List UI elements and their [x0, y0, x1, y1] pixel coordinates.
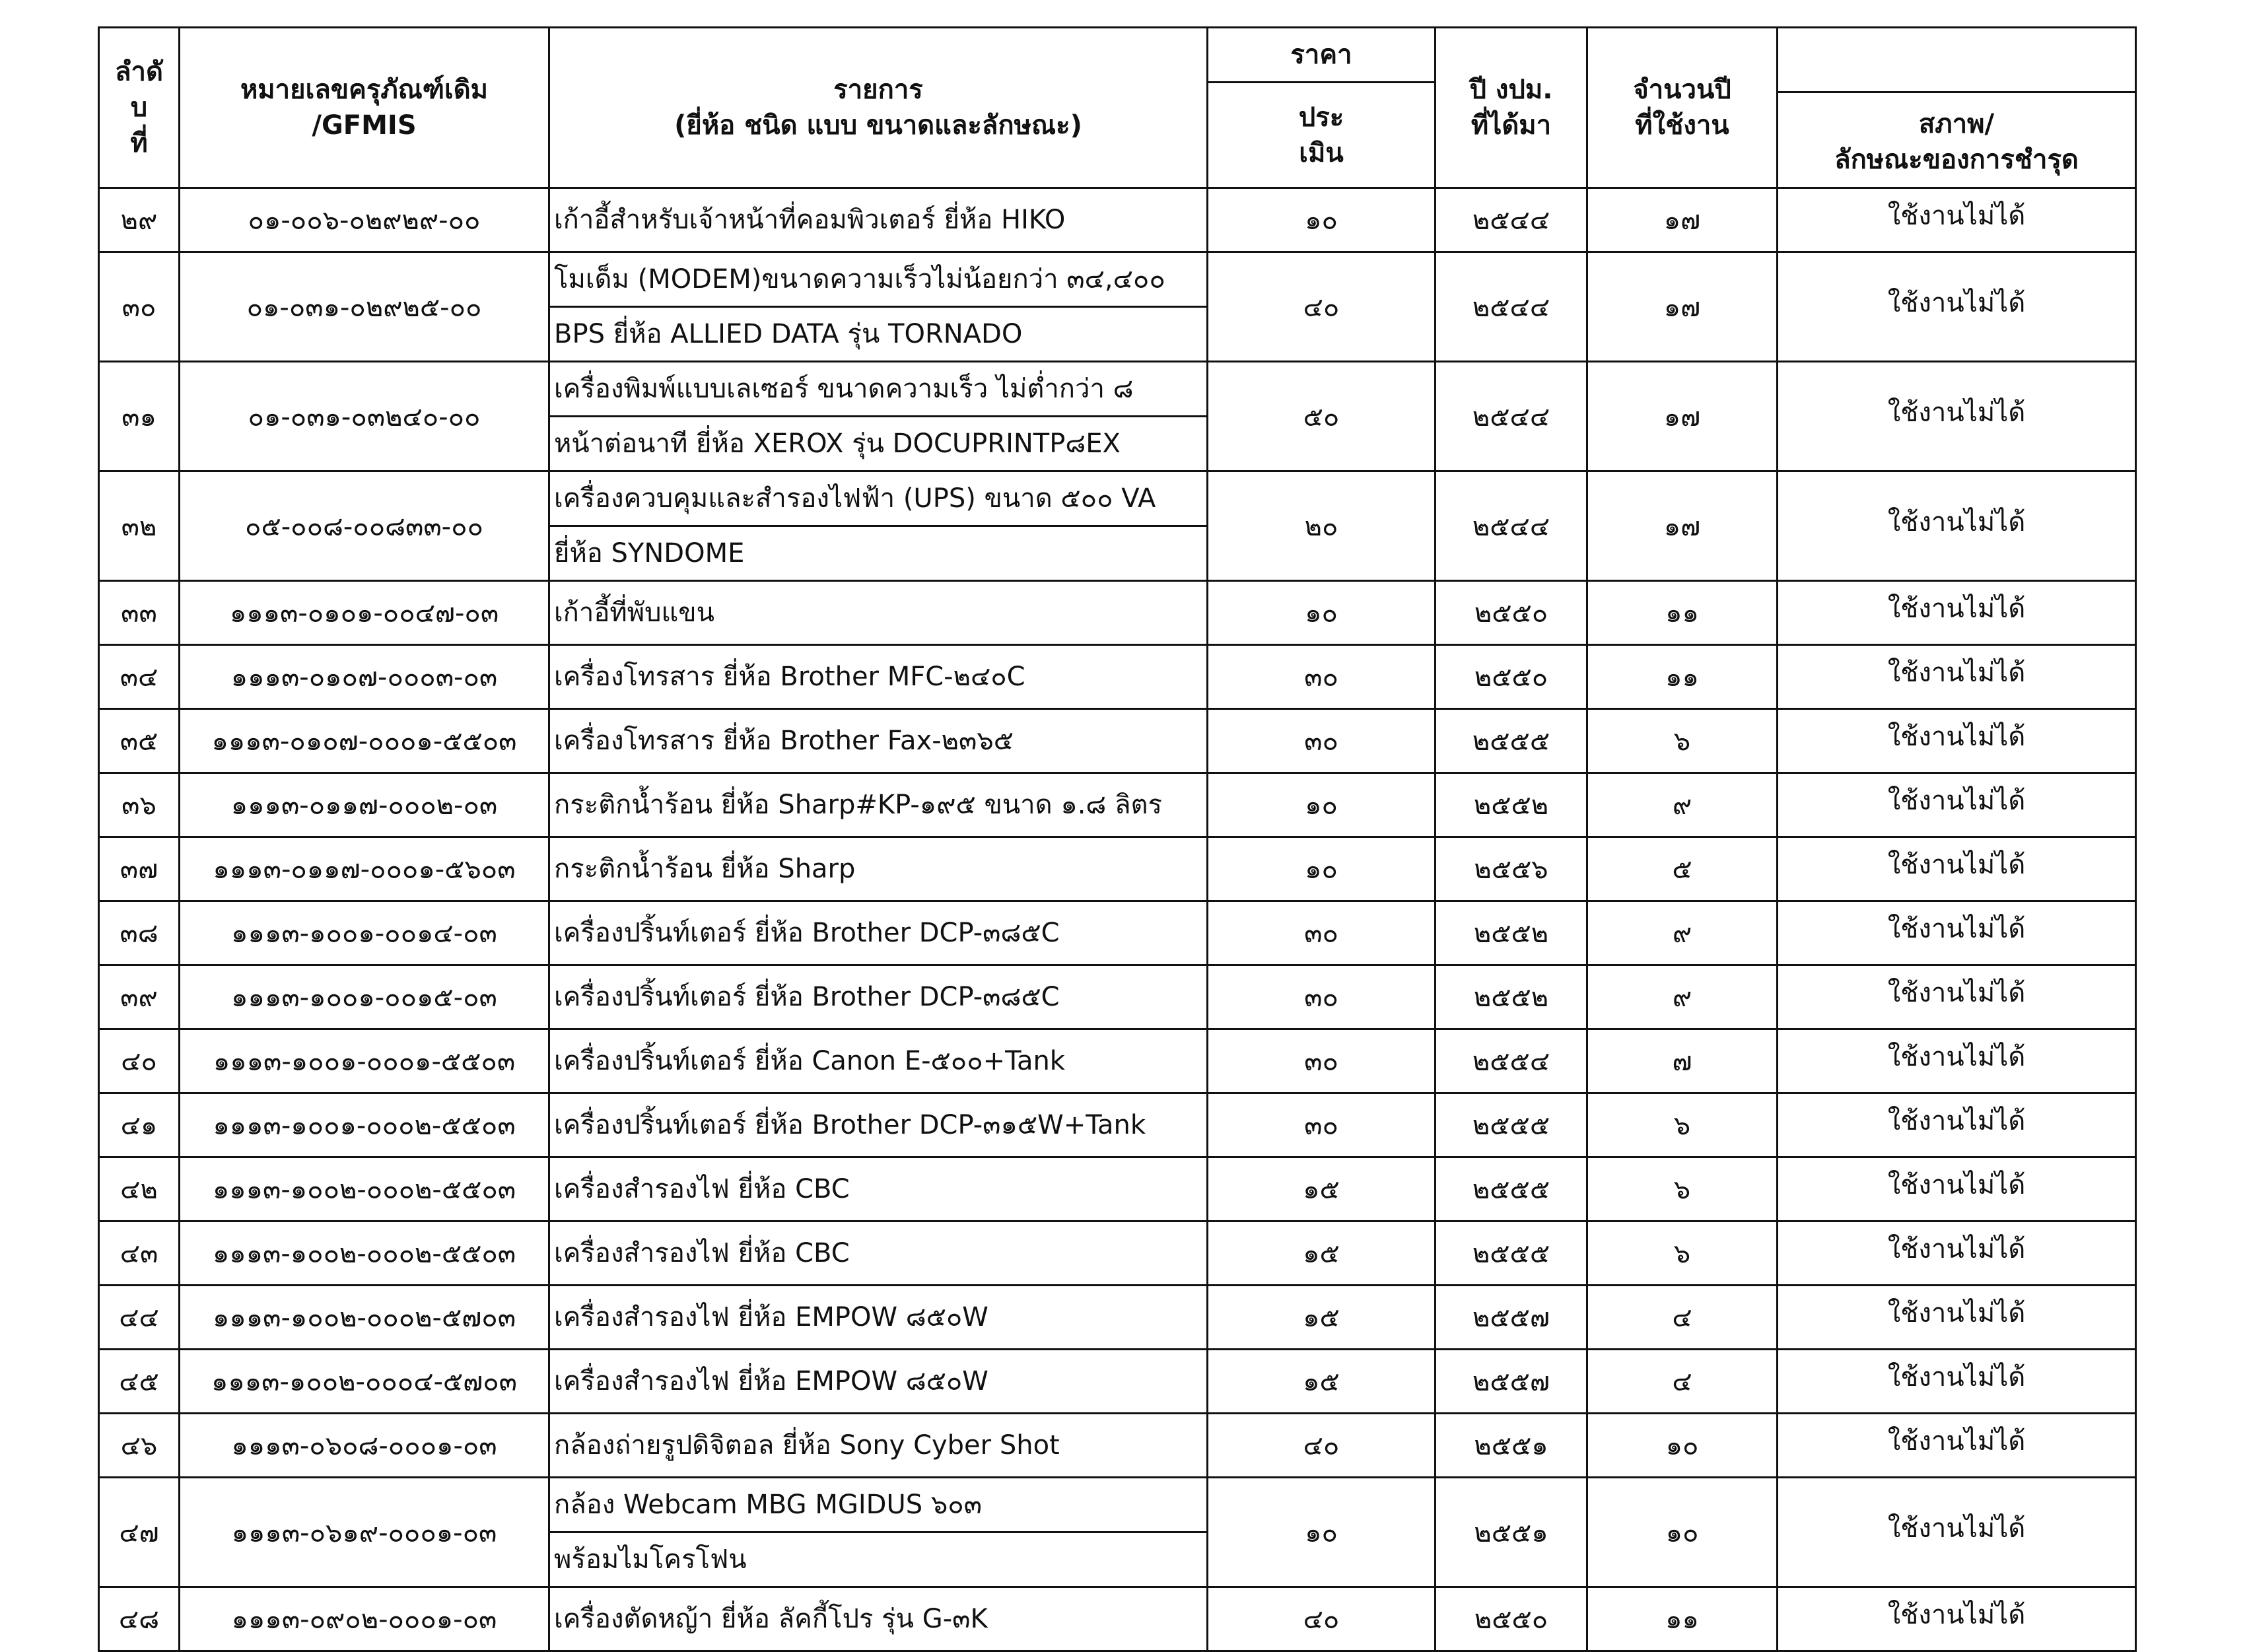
- table-row: [99, 773, 2136, 837]
- header-year-line-2: ที่ได้มา: [1470, 110, 1552, 141]
- asset-code: ๑๑๑๓-๑๐๐๒-๐๐๐๒-๕๕๐๓: [180, 1222, 549, 1286]
- appraised-price: ๔๐: [1208, 252, 1436, 362]
- acquired-fiscal-year: ๒๕๕๐: [1436, 581, 1587, 645]
- asset-code: ๑๑๑๓-๑๐๐๑-๐๐๐๒-๕๕๐๓: [180, 1093, 549, 1157]
- condition-status: ใช้งานไม่ได้: [1778, 1350, 2136, 1414]
- row-number: ๔๔: [99, 1286, 180, 1350]
- row-number: ๓๕: [99, 709, 180, 773]
- header-year-line-1: ปี งปม.: [1469, 75, 1553, 105]
- acquired-fiscal-year: ๒๕๔๔: [1436, 362, 1587, 471]
- appraised-price: ๓๐: [1208, 901, 1436, 965]
- appraised-price: ๓๐: [1208, 709, 1436, 773]
- acquired-fiscal-year: ๒๕๕๗: [1436, 1286, 1587, 1350]
- description-line: เครื่องปริ้นท์เตอร์ ยี่ห้อ Brother DCP-๓๑๕W+Tank: [554, 1110, 1146, 1140]
- header-code: [180, 28, 549, 188]
- description-line: BPS ยี่ห้อ ALLIED DATA รุ่น TORNADO: [550, 306, 1206, 361]
- years-in-use: ๖: [1587, 1093, 1778, 1157]
- acquired-fiscal-year: ๒๕๕๖: [1436, 837, 1587, 901]
- item-description: [549, 1587, 1208, 1651]
- acquired-fiscal-year: ๒๕๔๔: [1436, 188, 1587, 252]
- table-row: [99, 1350, 2136, 1414]
- header-price-top: ราคา: [1208, 28, 1436, 83]
- item-description: [549, 1414, 1208, 1478]
- description-line: เก้าอี้สำหรับเจ้าหน้าที่คอมพิวเตอร์ ยี่ห้อ HIKO: [554, 205, 1066, 235]
- condition-status: ใช้งานไม่ได้: [1778, 188, 2136, 252]
- appraised-price: ๓๐: [1208, 1093, 1436, 1157]
- table-row: [99, 188, 2136, 252]
- appraised-price: ๕๐: [1208, 362, 1436, 471]
- acquired-fiscal-year: ๒๕๕๑: [1436, 1478, 1587, 1587]
- table-row: [99, 1157, 2136, 1222]
- years-in-use: ๑๗: [1587, 471, 1778, 581]
- appraised-price: ๒๐: [1208, 471, 1436, 581]
- header-code-line-2: /GFMIS: [312, 110, 417, 141]
- header-price-line-2: เมิน: [1299, 137, 1344, 168]
- description-line: เครื่องสำรองไฟ ยี่ห้อ EMPOW ๘๕๐W: [554, 1366, 988, 1396]
- condition-status: ใช้งานไม่ได้: [1778, 1286, 2136, 1350]
- asset-code: ๑๑๑๓-๑๐๐๒-๐๐๐๔-๕๗๐๓: [180, 1350, 549, 1414]
- row-number: ๔๘: [99, 1587, 180, 1651]
- years-in-use: ๖: [1587, 1157, 1778, 1222]
- condition-status: ใช้งานไม่ได้: [1778, 837, 2136, 901]
- appraised-price: ๑๕: [1208, 1286, 1436, 1350]
- description-line: เครื่องปริ้นท์เตอร์ ยี่ห้อ Canon E-๕๐๐+Tank: [554, 1046, 1065, 1076]
- appraised-price: ๑๐: [1208, 581, 1436, 645]
- row-number: ๔๒: [99, 1157, 180, 1222]
- acquired-fiscal-year: ๒๕๕๐: [1436, 1587, 1587, 1651]
- description-line: โมเด็ม (MODEM)ขนาดความเร็วไม่น้อยกว่า ๓๔,๔๐๐: [554, 264, 1165, 294]
- header-status: [1778, 28, 2136, 188]
- years-in-use: ๑๑: [1587, 1587, 1778, 1651]
- item-description: [549, 1029, 1208, 1093]
- row-number: ๓๓: [99, 581, 180, 645]
- condition-status: ใช้งานไม่ได้: [1778, 901, 2136, 965]
- asset-code: ๑๑๑๓-๐๙๐๒-๐๐๐๑-๐๓: [180, 1587, 549, 1651]
- description-line: เครื่องปริ้นท์เตอร์ ยี่ห้อ Brother DCP-๓๘๕C: [554, 918, 1060, 948]
- appraised-price: ๑๕: [1208, 1350, 1436, 1414]
- years-in-use: ๑๐: [1587, 1478, 1778, 1587]
- asset-code: ๑๑๑๓-๑๐๐๒-๐๐๐๒-๕๗๐๓: [180, 1286, 549, 1350]
- years-in-use: ๙: [1587, 773, 1778, 837]
- acquired-fiscal-year: ๒๕๕๕: [1436, 1093, 1587, 1157]
- condition-status: ใช้งานไม่ได้: [1778, 773, 2136, 837]
- condition-status: ใช้งานไม่ได้: [1778, 471, 2136, 581]
- table-row: [99, 645, 2136, 709]
- header-status-line-2: ลักษณะของการชำรุด: [1834, 144, 2079, 175]
- acquired-fiscal-year: ๒๕๕๔: [1436, 1029, 1587, 1093]
- row-number: ๓๗: [99, 837, 180, 901]
- item-description: [549, 471, 1208, 581]
- years-in-use: ๑๗: [1587, 362, 1778, 471]
- header-no-line-1: ลำดั: [115, 57, 163, 87]
- table-header: [99, 28, 2136, 188]
- years-in-use: ๑๑: [1587, 581, 1778, 645]
- asset-code: ๐๕-๐๐๘-๐๐๘๓๓-๐๐: [180, 471, 549, 581]
- condition-status: ใช้งานไม่ได้: [1778, 1414, 2136, 1478]
- row-number: ๒๙: [99, 188, 180, 252]
- appraised-price: ๓๐: [1208, 1029, 1436, 1093]
- header-desc-line-1: รายการ: [833, 75, 923, 105]
- appraised-price: ๑๐: [1208, 773, 1436, 837]
- description-line: กระติกน้ำร้อน ยี่ห้อ Sharp#KP-๑๙๕ ขนาด ๑.๘ ลิตร: [554, 790, 1162, 820]
- description-line: เครื่องสำรองไฟ ยี่ห้อ EMPOW ๘๕๐W: [554, 1302, 988, 1332]
- item-description: [549, 1222, 1208, 1286]
- item-description: [549, 1350, 1208, 1414]
- header-description: [549, 28, 1208, 188]
- item-description: [549, 1157, 1208, 1222]
- item-description: [549, 1286, 1208, 1350]
- description-line: เครื่องโทรสาร ยี่ห้อ Brother Fax-๒๓๖๕: [554, 726, 1014, 756]
- row-number: ๓๔: [99, 645, 180, 709]
- description-line: เครื่องควบคุมและสำรองไฟฟ้า (UPS) ขนาด ๕๐๐ VA: [554, 483, 1156, 514]
- row-number: ๔๐: [99, 1029, 180, 1093]
- condition-status: ใช้งานไม่ได้: [1778, 581, 2136, 645]
- appraised-price: ๑๐: [1208, 837, 1436, 901]
- acquired-fiscal-year: ๒๕๕๒: [1436, 773, 1587, 837]
- header-age-line-2: ที่ใช้งาน: [1635, 110, 1729, 141]
- item-description: [549, 581, 1208, 645]
- table-row: [99, 1222, 2136, 1286]
- asset-code: ๑๑๑๓-๐๑๐๗-๐๐๐๓-๐๓: [180, 645, 549, 709]
- acquired-fiscal-year: ๒๕๕๐: [1436, 645, 1587, 709]
- item-description: [549, 901, 1208, 965]
- condition-status: ใช้งานไม่ได้: [1778, 362, 2136, 471]
- asset-table: [98, 26, 2137, 1652]
- item-description: [549, 773, 1208, 837]
- row-number: ๔๑: [99, 1093, 180, 1157]
- header-year: [1436, 28, 1587, 188]
- description-line: กล้องถ่ายรูปดิจิตอล ยี่ห้อ Sony Cyber Shot: [554, 1430, 1060, 1461]
- header-no-line-3: ที่: [130, 128, 148, 158]
- condition-status: ใช้งานไม่ได้: [1778, 1029, 2136, 1093]
- asset-code: ๐๑-๐๐๖-๐๒๙๒๙-๐๐: [180, 188, 549, 252]
- acquired-fiscal-year: ๒๕๕๑: [1436, 1414, 1587, 1478]
- header-status-line-1: สภาพ/: [1918, 108, 1995, 139]
- appraised-price: ๑๐: [1208, 1478, 1436, 1587]
- table-row: [99, 709, 2136, 773]
- asset-code: ๑๑๑๓-๐๖๐๘-๐๐๐๑-๐๓: [180, 1414, 549, 1478]
- acquired-fiscal-year: ๒๕๕๒: [1436, 901, 1587, 965]
- table-row: [99, 1029, 2136, 1093]
- years-in-use: ๖: [1587, 709, 1778, 773]
- condition-status: ใช้งานไม่ได้: [1778, 645, 2136, 709]
- table-row: [99, 362, 2136, 471]
- appraised-price: ๑๕: [1208, 1222, 1436, 1286]
- row-number: ๓๑: [99, 362, 180, 471]
- description-line: กระติกน้ำร้อน ยี่ห้อ Sharp: [554, 854, 856, 884]
- row-number: ๔๕: [99, 1350, 180, 1414]
- header-age-line-1: จำนวนปี: [1633, 75, 1731, 105]
- acquired-fiscal-year: ๒๕๕๒: [1436, 965, 1587, 1029]
- description-line: กล้อง Webcam MBG MGIDUS ๖๐๓: [554, 1490, 982, 1520]
- table-row: [99, 1478, 2136, 1587]
- header-price-bottom: [1208, 83, 1436, 188]
- appraised-price: ๔๐: [1208, 1587, 1436, 1651]
- description-line: เครื่องสำรองไฟ ยี่ห้อ CBC: [554, 1238, 850, 1268]
- table-row: [99, 581, 2136, 645]
- header-price-line-1: ประ: [1298, 102, 1344, 133]
- row-number: ๔๖: [99, 1414, 180, 1478]
- years-in-use: ๙: [1587, 965, 1778, 1029]
- years-in-use: ๑๗: [1587, 252, 1778, 362]
- asset-code: ๑๑๑๓-๐๖๑๙-๐๐๐๑-๐๓: [180, 1478, 549, 1587]
- appraised-price: ๓๐: [1208, 645, 1436, 709]
- description-line: เครื่องพิมพ์แบบเลเซอร์ ขนาดความเร็ว ไม่ต่ำกว่า ๘: [554, 374, 1134, 404]
- item-description: [549, 188, 1208, 252]
- row-number: ๓๒: [99, 471, 180, 581]
- asset-code: ๑๑๑๓-๐๑๐๑-๐๐๔๗-๐๓: [180, 581, 549, 645]
- description-line: เครื่องโทรสาร ยี่ห้อ Brother MFC-๒๔๐C: [554, 662, 1025, 692]
- years-in-use: ๑๑: [1587, 645, 1778, 709]
- condition-status: ใช้งานไม่ได้: [1778, 1222, 2136, 1286]
- description-line: พร้อมไมโครโฟน: [550, 1531, 1206, 1586]
- row-number: ๓๖: [99, 773, 180, 837]
- years-in-use: ๖: [1587, 1222, 1778, 1286]
- table-row: [99, 1414, 2136, 1478]
- asset-code: ๑๑๑๓-๑๐๐๒-๐๐๐๒-๕๕๐๓: [180, 1157, 549, 1222]
- table-row: [99, 901, 2136, 965]
- table-body: [99, 188, 2136, 1651]
- table-row: [99, 1093, 2136, 1157]
- acquired-fiscal-year: ๒๕๔๔: [1436, 252, 1587, 362]
- acquired-fiscal-year: ๒๕๔๔: [1436, 471, 1587, 581]
- description-line: เก้าอี้ที่พับแขน: [554, 598, 714, 628]
- acquired-fiscal-year: ๒๕๕๕: [1436, 1157, 1587, 1222]
- item-description: [549, 965, 1208, 1029]
- table-row: [99, 471, 2136, 581]
- header-status-blank: [1778, 38, 2135, 93]
- item-description: [549, 1478, 1208, 1587]
- row-number: ๓๐: [99, 252, 180, 362]
- description-line: เครื่องตัดหญ้า ยี่ห้อ ลัคกี้โปร รุ่น G-๓K: [554, 1604, 988, 1634]
- acquired-fiscal-year: ๒๕๕๕: [1436, 709, 1587, 773]
- table-row: [99, 252, 2136, 362]
- asset-code: ๑๑๑๓-๐๑๐๗-๐๐๐๑-๕๕๐๓: [180, 709, 549, 773]
- asset-code: ๑๑๑๓-๐๑๑๗-๐๐๐๑-๕๖๐๓: [180, 837, 549, 901]
- header-code-line-1: หมายเลขครุภัณฑ์เดิม: [240, 75, 489, 105]
- years-in-use: ๔: [1587, 1350, 1778, 1414]
- header-desc-line-2: (ยี่ห้อ ชนิด แบบ ขนาดและลักษณะ): [674, 110, 1082, 141]
- condition-status: ใช้งานไม่ได้: [1778, 252, 2136, 362]
- asset-code: ๐๑-๐๓๑-๐๒๙๒๕-๐๐: [180, 252, 549, 362]
- condition-status: ใช้งานไม่ได้: [1778, 1587, 2136, 1651]
- item-description: [549, 837, 1208, 901]
- table-row: [99, 965, 2136, 1029]
- item-description: [549, 645, 1208, 709]
- acquired-fiscal-year: ๒๕๕๗: [1436, 1350, 1587, 1414]
- description-line: หน้าต่อนาที ยี่ห้อ XEROX รุ่น DOCUPRINTP๘EX: [550, 415, 1206, 470]
- condition-status: ใช้งานไม่ได้: [1778, 1093, 2136, 1157]
- acquired-fiscal-year: ๒๕๕๕: [1436, 1222, 1587, 1286]
- years-in-use: ๑๐: [1587, 1414, 1778, 1478]
- asset-disposal-table-page: [98, 26, 2135, 1635]
- row-number: ๓๙: [99, 965, 180, 1029]
- description-line: เครื่องปริ้นท์เตอร์ ยี่ห้อ Brother DCP-๓๘๕C: [554, 982, 1060, 1012]
- asset-code: ๑๑๑๓-๑๐๐๑-๐๐๑๔-๐๓: [180, 901, 549, 965]
- condition-status: ใช้งานไม่ได้: [1778, 1157, 2136, 1222]
- years-in-use: ๗: [1587, 1029, 1778, 1093]
- item-description: [549, 252, 1208, 362]
- condition-status: ใช้งานไม่ได้: [1778, 709, 2136, 773]
- asset-code: ๑๑๑๓-๑๐๐๑-๐๐๐๑-๕๕๐๓: [180, 1029, 549, 1093]
- row-number: ๔๗: [99, 1478, 180, 1587]
- years-in-use: ๔: [1587, 1286, 1778, 1350]
- years-in-use: ๑๗: [1587, 188, 1778, 252]
- description-line: เครื่องสำรองไฟ ยี่ห้อ CBC: [554, 1174, 850, 1204]
- header-age: [1587, 28, 1778, 188]
- appraised-price: ๑๕: [1208, 1157, 1436, 1222]
- asset-code: ๐๑-๐๓๑-๐๓๒๔๐-๐๐: [180, 362, 549, 471]
- table-row: [99, 1286, 2136, 1350]
- row-number: ๔๓: [99, 1222, 180, 1286]
- condition-status: ใช้งานไม่ได้: [1778, 965, 2136, 1029]
- asset-code: ๑๑๑๓-๑๐๐๑-๐๐๑๕-๐๓: [180, 965, 549, 1029]
- appraised-price: ๓๐: [1208, 965, 1436, 1029]
- table-row: [99, 837, 2136, 901]
- appraised-price: ๔๐: [1208, 1414, 1436, 1478]
- asset-code: ๑๑๑๓-๐๑๑๗-๐๐๐๒-๐๓: [180, 773, 549, 837]
- item-description: [549, 1093, 1208, 1157]
- years-in-use: ๕: [1587, 837, 1778, 901]
- years-in-use: ๙: [1587, 901, 1778, 965]
- item-description: [549, 362, 1208, 471]
- header-no: [99, 28, 180, 188]
- appraised-price: ๑๐: [1208, 188, 1436, 252]
- description-line: ยี่ห้อ SYNDOME: [550, 525, 1206, 580]
- item-description: [549, 709, 1208, 773]
- row-number: ๓๘: [99, 901, 180, 965]
- condition-status: ใช้งานไม่ได้: [1778, 1478, 2136, 1587]
- header-no-line-2: บ: [130, 92, 148, 123]
- table-row: [99, 1587, 2136, 1651]
